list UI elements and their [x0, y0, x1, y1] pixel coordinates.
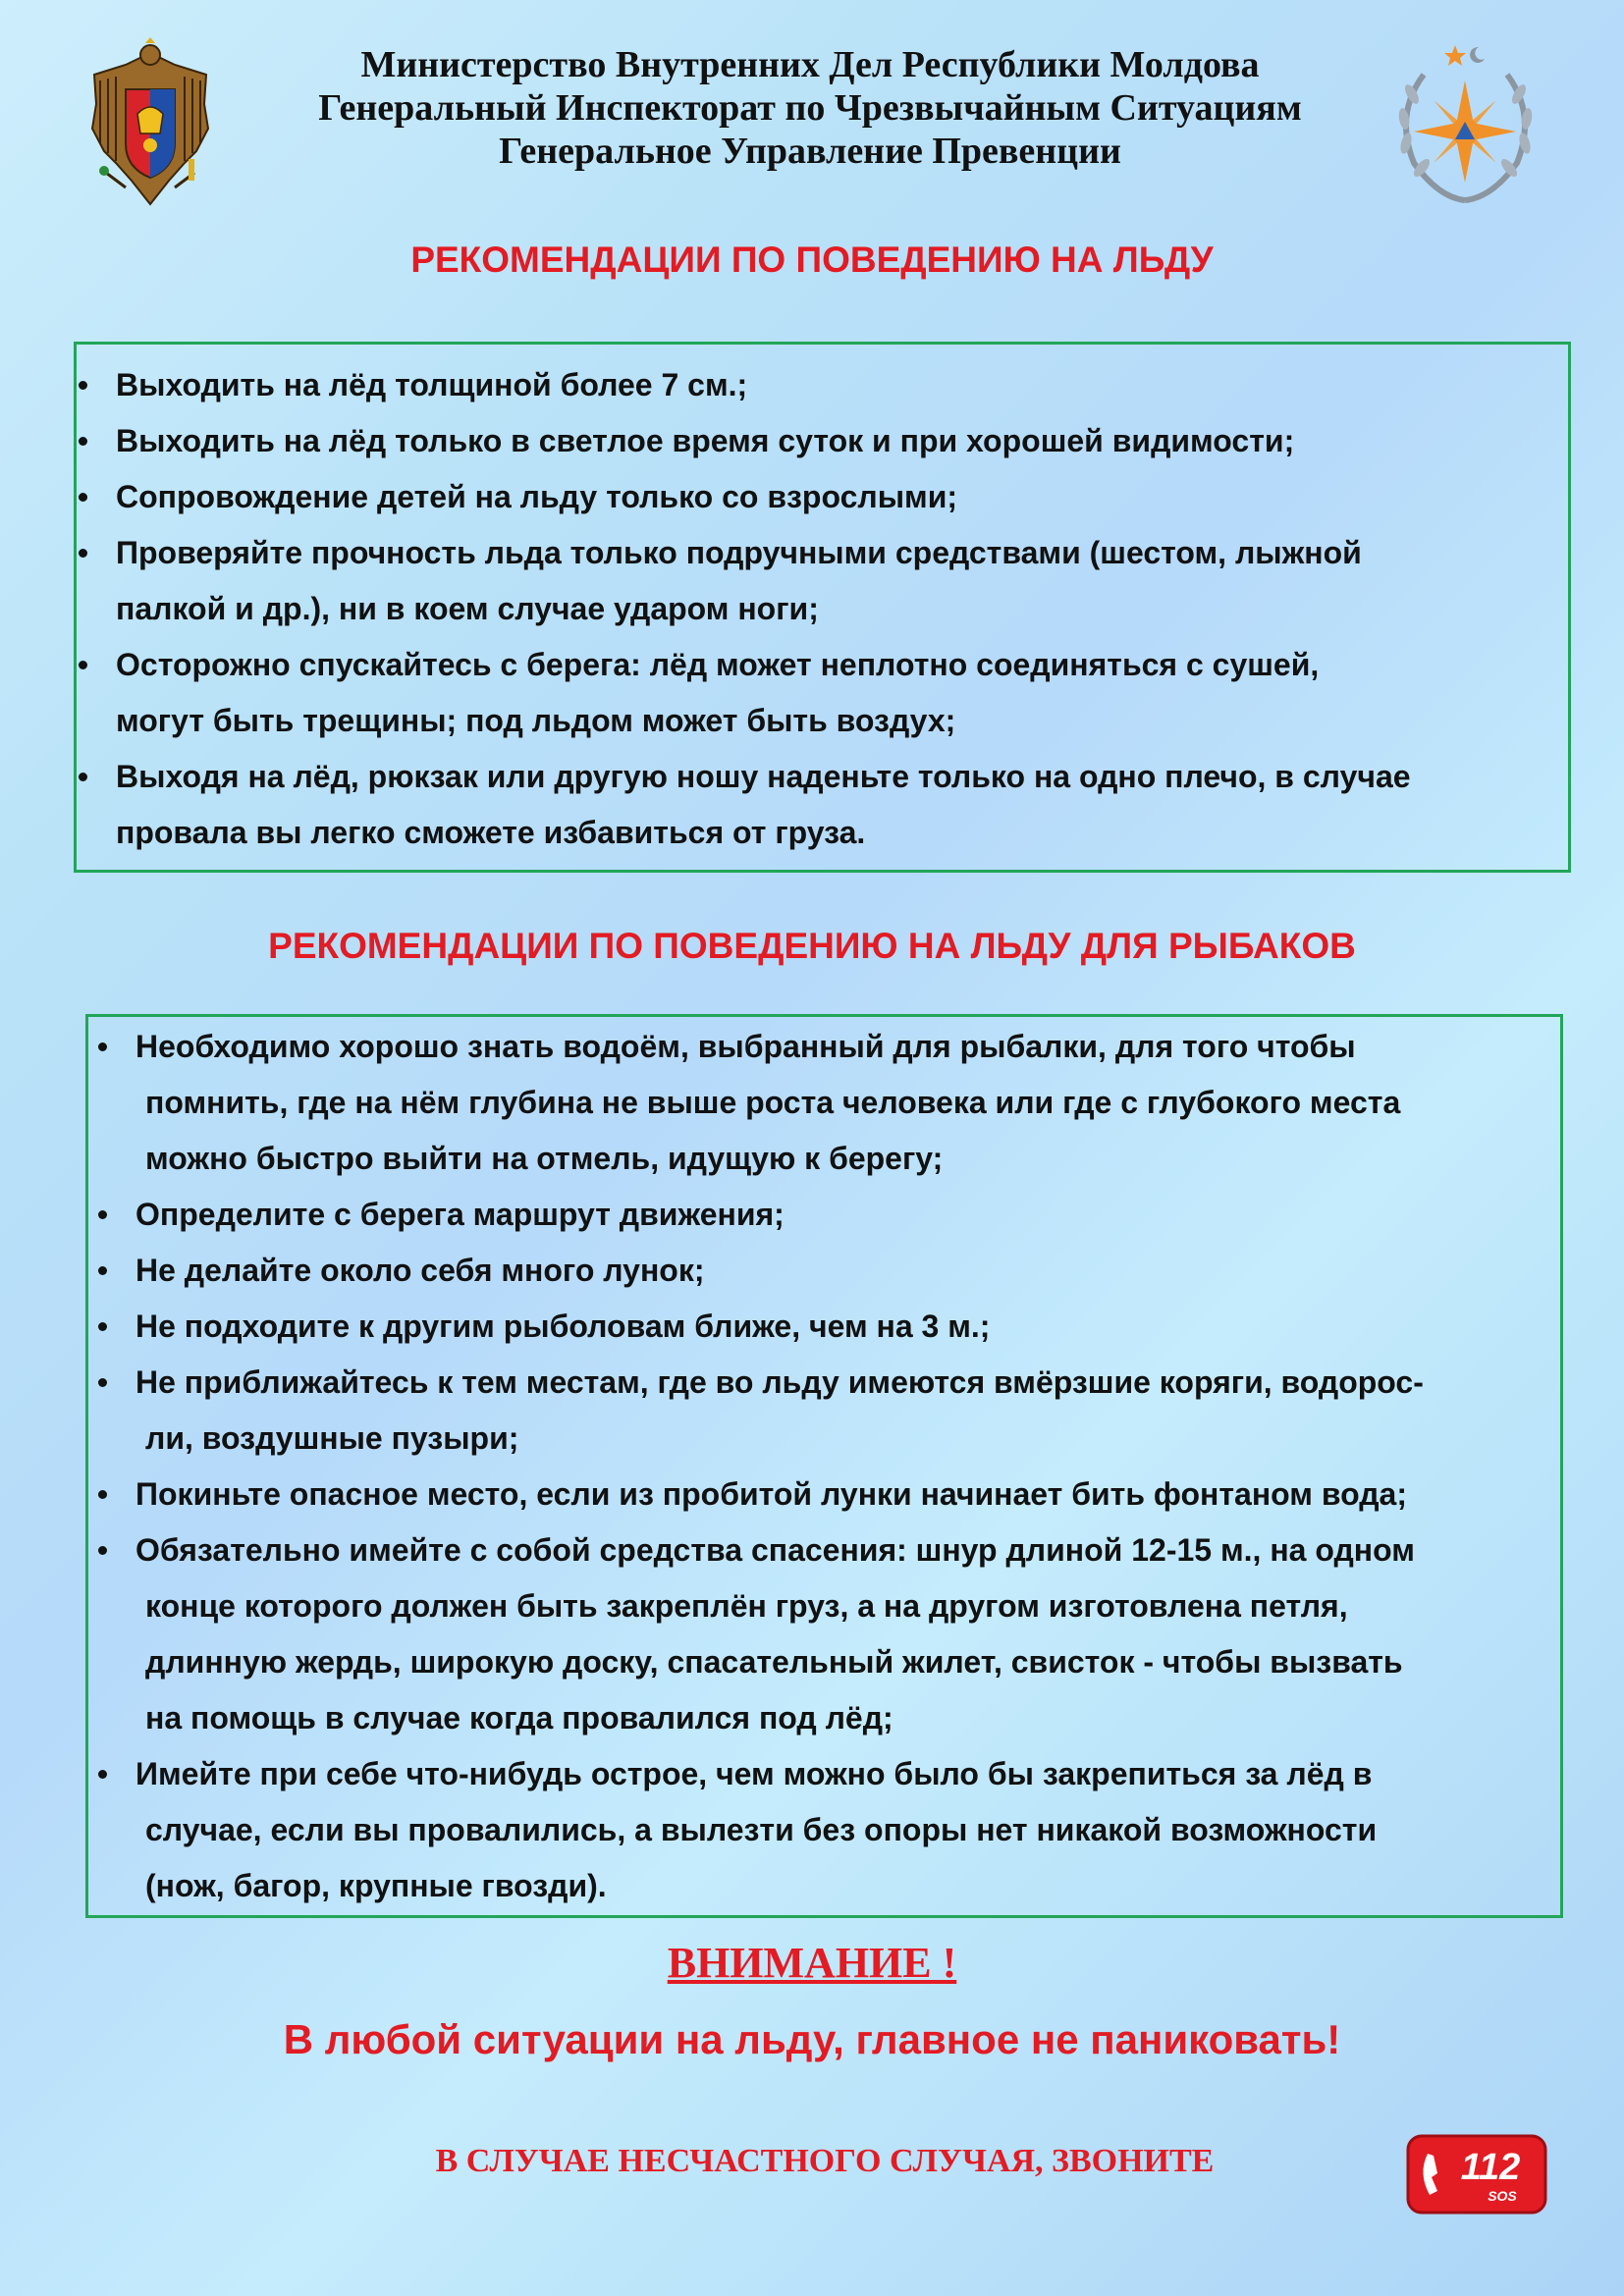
bullet-icon [79, 437, 87, 446]
list-item [135, 1355, 1549, 1467]
list-item [135, 1746, 1549, 1914]
bullet-icon [79, 773, 87, 781]
list-item-line: провала вы легко сможете избавиться от груза. [116, 815, 866, 850]
list-item-line: Сопровождение детей на льду только со взрослыми; [116, 479, 958, 514]
header-line-1: Министерство Внутренних Дел Республики Молдова [360, 44, 1260, 85]
list-item-line: Выходя на лёд, рюкзак или другую ношу наденьте только на одно плечо, в случае [116, 759, 1411, 794]
list-item-line: палкой и др.), ни в коем случае ударом ноги; [116, 591, 819, 626]
moldova-coat-of-arms-icon [86, 35, 214, 207]
panic-warning: В любой ситуации на льду, главное не паниковать! [283, 2016, 1341, 2062]
list-item-line: Обязательно имейте с собой средства спасения: шнур длиной 12-15 м., на одном [135, 1532, 1415, 1568]
bullet-icon [98, 1266, 107, 1275]
bullet-icon [79, 493, 87, 502]
header-line-3: Генеральное Управление Превенции [499, 131, 1121, 172]
list-item [135, 1299, 1549, 1355]
bullet-icon [98, 1546, 107, 1555]
section2-list [135, 1019, 1549, 1914]
list-item-line: случае, если вы провалились, а вылезти без опоры нет никакой возможности [145, 1812, 1378, 1847]
list-item [116, 749, 1559, 861]
header-block [245, 43, 1375, 173]
list-item-line: (нож, багор, крупные гвозди). [145, 1868, 607, 1903]
list-item [116, 637, 1559, 749]
bullet-icon [98, 1210, 107, 1219]
list-item-line: на помощь в случае когда провалился под лёд; [145, 1700, 893, 1735]
bullet-icon [98, 1490, 107, 1499]
list-item [135, 1187, 1549, 1243]
bullet-icon [98, 1042, 107, 1051]
bullet-icon [79, 661, 87, 669]
bullet-icon [98, 1770, 107, 1779]
bullet-icon [79, 381, 87, 390]
section1-list [116, 357, 1559, 861]
section2-title: РЕКОМЕНДАЦИИ ПО ПОВЕДЕНИЮ НА ЛЬДУ ДЛЯ РЫБАКОВ [268, 926, 1356, 966]
bullet-icon [98, 1322, 107, 1331]
list-item [135, 1467, 1549, 1522]
list-item [116, 469, 1559, 525]
list-item [116, 413, 1559, 469]
list-item-line: Не подходите к другим рыболовам ближе, чем на 3 м.; [135, 1308, 991, 1344]
list-item-line: Не делайте около себя много лунок; [135, 1253, 705, 1288]
list-item-line: ли, воздушные пузыри; [145, 1420, 519, 1456]
header-line-2: Генеральный Инспекторат по Чрезвычайным Ситуациям [318, 87, 1302, 129]
list-item-line: помнить, где на нём глубина не выше роста человека или где с глубокого места [145, 1085, 1401, 1120]
list-item-line: Покиньте опасное место, если из пробитой лунки начинает бить фонтаном вода; [135, 1476, 1407, 1512]
list-item-line: Выходить на лёд только в светлое время суток и при хорошей видимости; [116, 423, 1295, 458]
badge-sos: SOS [1488, 2188, 1517, 2204]
list-item-line: Не приближайтесь к тем местам, где во льду имеются вмёрзшие коряги, водорос- [135, 1364, 1424, 1400]
list-item-line: Выходить на лёд толщиной более 7 см.; [116, 367, 748, 402]
list-item [135, 1243, 1549, 1299]
list-item [116, 357, 1559, 413]
bullet-icon [79, 549, 87, 558]
list-item-line: длинную жердь, широкую доску, спасательный жилет, свисток - чтобы вызвать [145, 1644, 1403, 1680]
emergency-services-star-emblem-icon [1384, 35, 1546, 207]
phone-112-sos-icon [1406, 2134, 1547, 2215]
list-item-line: конце которого должен быть закреплён груз, а на другом изготовлена петля, [145, 1588, 1348, 1624]
badge-number: 112 [1460, 2147, 1521, 2188]
bullet-icon [98, 1378, 107, 1387]
list-item [135, 1019, 1549, 1187]
attention-heading: ВНИМАНИЕ ! [667, 1939, 957, 1987]
list-item-line: Имейте при себе что-нибудь острое, чем можно было бы закрепиться за лёд в [135, 1756, 1373, 1791]
list-item [135, 1522, 1549, 1746]
list-item-line: Необходимо хорошо знать водоём, выбранный для рыбалки, для того чтобы [135, 1029, 1356, 1064]
list-item [116, 525, 1559, 637]
section1-title: РЕКОМЕНДАЦИИ ПО ПОВЕДЕНИЮ НА ЛЬДУ [410, 240, 1214, 280]
call-instruction: В СЛУЧАЕ НЕСЧАСТНОГО СЛУЧАЯ, ЗВОНИТЕ [435, 2143, 1215, 2179]
list-item-line: Определите с берега маршрут движения; [135, 1197, 785, 1232]
list-item-line: Проверяйте прочность льда только подручными средствами (шестом, лыжной [116, 535, 1362, 570]
list-item-line: Осторожно спускайтесь с берега: лёд может неплотно соединяться с сушей, [116, 647, 1320, 682]
list-item-line: можно быстро выйти на отмель, идущую к берегу; [145, 1141, 944, 1176]
list-item-line: могут быть трещины; под льдом может быть воздух; [116, 703, 956, 738]
